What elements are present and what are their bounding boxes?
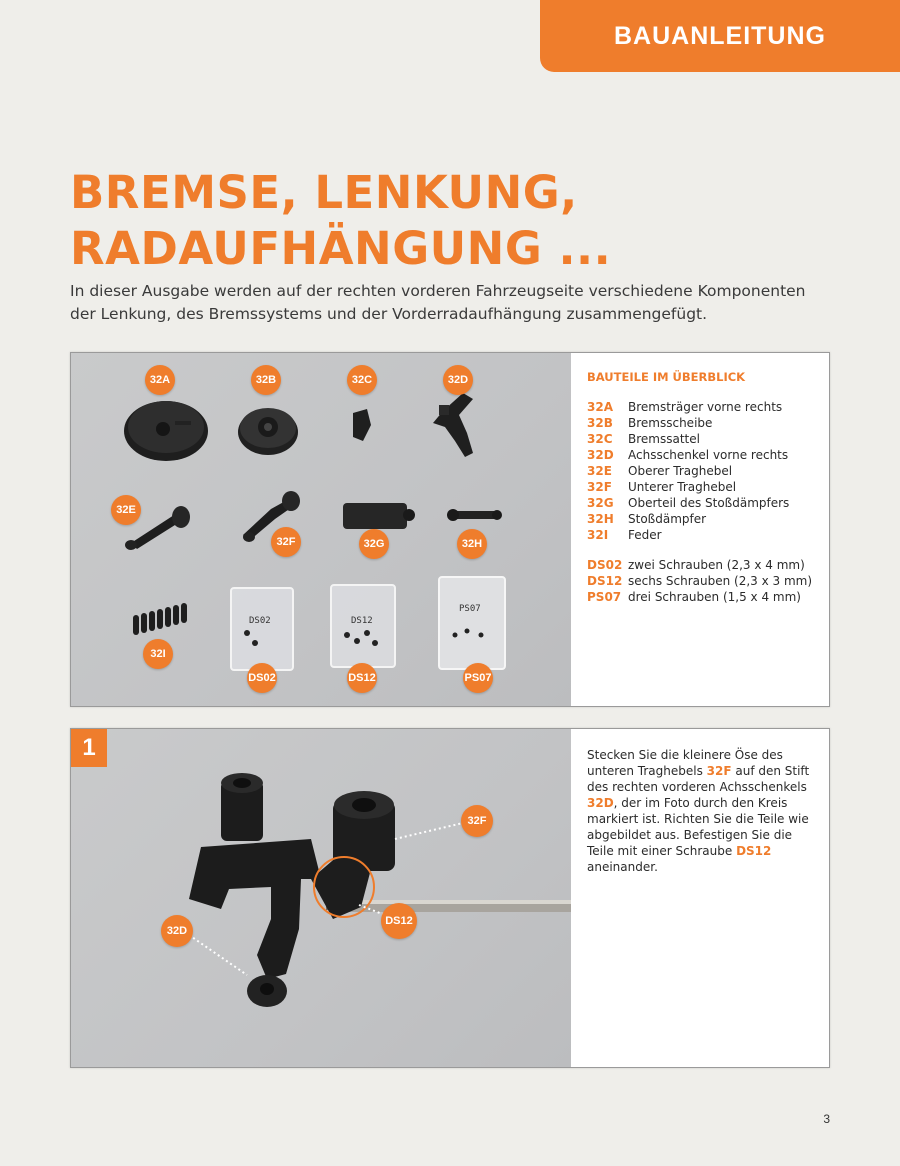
part-32b-illustration xyxy=(238,408,298,455)
list-item: 32G Oberteil des Stoßdämpfers xyxy=(587,496,790,510)
intro-line-2: der Lenkung, des Bremssystems und der Vorderradaufhängung zusammengefügt. xyxy=(70,305,708,323)
part-32a-illustration xyxy=(124,401,208,461)
title-line-2: RADAUFHÄNGUNG ... xyxy=(70,222,612,275)
lower-arm-32f-illustration xyxy=(311,791,395,919)
list-item: DS02 zwei Schrauben (2,3 x 4 mm) xyxy=(587,558,805,572)
step-1-box xyxy=(70,728,830,1068)
badge-32g: 32G xyxy=(359,529,389,559)
screw-bag-ps07-illustration xyxy=(439,577,505,669)
badge-32f: 32F xyxy=(271,527,301,557)
bag-label-ds02: DS02 xyxy=(249,616,271,626)
badge-ds12: DS12 xyxy=(381,903,417,939)
bag-label-ps07: PS07 xyxy=(459,604,481,614)
part-32h-illustration xyxy=(447,509,502,521)
list-item: 32F Unterer Traghebel xyxy=(587,480,737,494)
title-line-1: BREMSE, LENKUNG, xyxy=(70,166,578,219)
knuckle-32d-illustration xyxy=(189,773,321,1007)
list-item: 32A Bremsträger vorne rechts xyxy=(587,400,783,414)
step-1-instructions: Stecken Sie die kleinere Öse des unteren Traghebels 32F auf den Stift des rechten vorderen Achsschenkels 32D, der im Foto durch den Kreis markiert ist. Richten Sie die Teile wie abgebildet aus. Befestigen Sie die Teile mit einer Schraube DS12 aneinander. xyxy=(587,748,810,874)
list-item: 32H Stoßdämpfer xyxy=(587,512,707,526)
parts-overview-box xyxy=(70,352,830,707)
badge-ds02: DS02 xyxy=(247,663,277,693)
section-tab: BAUANLEITUNG xyxy=(540,0,900,72)
badge-ps07: PS07 xyxy=(463,663,493,693)
intro-text xyxy=(70,280,860,326)
screw-bag-ds12-illustration xyxy=(331,585,395,667)
page-number: 3 xyxy=(823,1112,830,1126)
list-item: PS07 drei Schrauben (1,5 x 4 mm) xyxy=(587,590,801,604)
badge-32d: 32D xyxy=(443,365,473,395)
badge-32c: 32C xyxy=(347,365,377,395)
parts-list xyxy=(587,369,822,605)
step-1-photo xyxy=(71,729,571,1067)
list-item: DS12 sechs Schrauben (2,3 x 3 mm) xyxy=(587,574,813,588)
list-item: 32I Feder xyxy=(587,528,662,542)
intro-line-1: In dieser Ausgabe werden auf der rechten vorderen Fahrzeugseite verschiedene Komponenten xyxy=(70,282,806,300)
list-item: 32D Achsschenkel vorne rechts xyxy=(587,448,789,462)
step-1-illustration xyxy=(71,729,571,1067)
screw-bag-ds02-illustration xyxy=(231,588,293,670)
badge-32h: 32H xyxy=(457,529,487,559)
badge-ds12: DS12 xyxy=(347,663,377,693)
badge-32e: 32E xyxy=(111,495,141,525)
parts-photo xyxy=(71,353,571,706)
badge-32b: 32B xyxy=(251,365,281,395)
bag-label-ds12: DS12 xyxy=(351,616,373,626)
leader-line-32f xyxy=(395,823,463,839)
badge-32i: 32I xyxy=(143,639,173,669)
badge-32a: 32A xyxy=(145,365,175,395)
step-number: 1 xyxy=(71,729,107,767)
list-item: 32B Bremsscheibe xyxy=(587,416,713,430)
list-item: 32E Oberer Traghebel xyxy=(587,464,733,478)
badge-32d: 32D xyxy=(161,915,193,947)
part-32d-illustration xyxy=(433,393,473,457)
page-title xyxy=(70,165,850,277)
part-32c-illustration xyxy=(353,409,371,441)
parts-list-heading: BAUTEILE IM ÜBERBLICK xyxy=(587,370,746,384)
list-item: 32C Bremssattel xyxy=(587,432,700,446)
part-32g-illustration xyxy=(343,503,415,529)
badge-32f: 32F xyxy=(461,805,493,837)
part-32i-illustration xyxy=(133,603,187,635)
leader-line-32d xyxy=(189,935,247,975)
